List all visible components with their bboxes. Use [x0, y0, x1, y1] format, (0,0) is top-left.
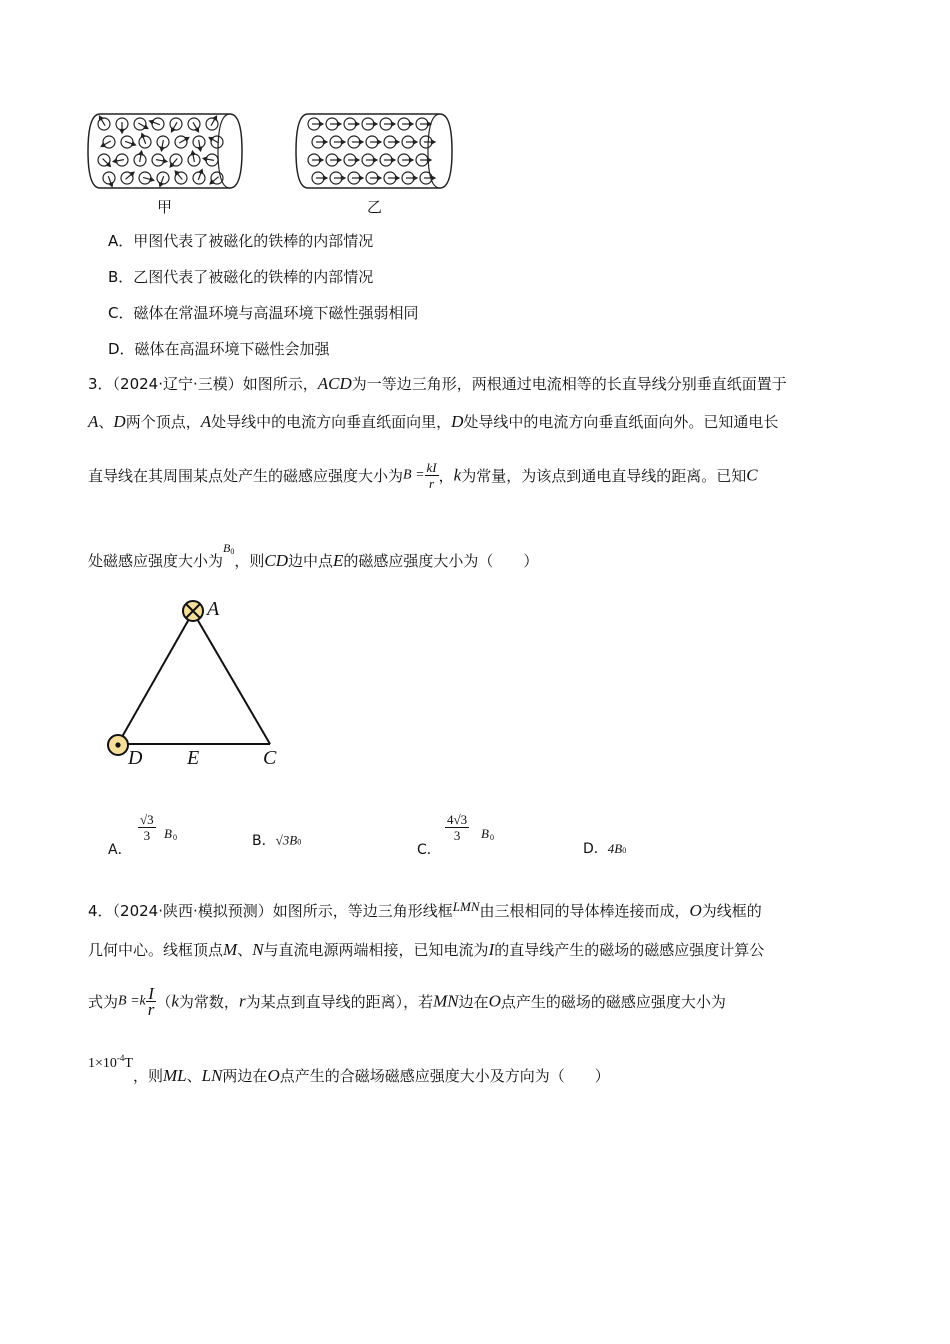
q3-line1: 3．（2024·辽宁·三模）如图所示，ACD为一等边三角形，两根通过电流相等的长直导线分别垂直纸面置于 — [88, 374, 787, 393]
q4-line4: $1\times 10^{-4}T$，则ML、LN两边在O点产生的合磁场磁感应强度大小及方向为（ ） — [88, 1053, 610, 1085]
q2-option-c[interactable]: C．磁体在常温环境与高温环境下磁性强弱相同 — [108, 304, 419, 322]
q3-line4: 处磁感应强度大小为$^{B0}$，则CD边中点E的磁感应强度大小为（ ） — [88, 541, 539, 570]
domain-diagram-left — [84, 110, 246, 192]
label-a: A — [207, 598, 220, 620]
q4-line2: 几何中心。线框顶点M、N与直流电源两端相接，已知电流为I的直导线产生的磁场的磁感应强度计算公 — [88, 940, 765, 959]
current-out-of-page-icon — [108, 735, 128, 755]
domain-diagram-right — [292, 110, 456, 192]
formula-fraction: $\frac{kI}{r}$ — [426, 460, 437, 491]
q2-option-a[interactable]: A．甲图代表了被磁化的铁棒的内部情况 — [108, 232, 374, 250]
q3-option-c[interactable]: C． $\frac{4√3}{3}$ B 0 — [417, 812, 494, 858]
label-d: D — [128, 747, 143, 769]
current-into-page-icon — [183, 601, 203, 621]
q3-option-d[interactable]: D．4B0 — [583, 841, 627, 857]
label-c: C — [263, 747, 277, 769]
q2-option-d[interactable]: D．磁体在高温环境下磁性会加强 — [108, 340, 330, 358]
q4-line3: 式为B =k $\frac{I}{r}$ （k为常数，r为某点到直导线的距离），若MN边在O点产生的磁场的磁感应强度大小为 — [88, 984, 726, 1019]
q2-option-b[interactable]: B．乙图代表了被磁化的铁棒的内部情况 — [108, 268, 374, 286]
q3-line2: A、D两个顶点，A处导线中的电流方向垂直纸面向里，D处导线中的电流方向垂直纸面向外。已知通电长 — [88, 412, 779, 431]
label-e: E — [187, 747, 200, 769]
q4-line1: 4．（2024·陕西·模拟预测）如图所示，等边三角形线框LMN由三根相同的导体棒连接而成，O为线框的 — [88, 899, 762, 920]
caption-jia: 甲 — [157, 198, 173, 216]
q3-option-b[interactable]: B．√3B0 — [252, 832, 302, 849]
q3-line3: 直导线在其周围某点处产生的磁感应强度大小为B = $\frac{kI}{r}$ ，k为常量，为该点到通电直导线的距离。已知C — [88, 460, 758, 491]
caption-yi: 乙 — [367, 198, 383, 216]
